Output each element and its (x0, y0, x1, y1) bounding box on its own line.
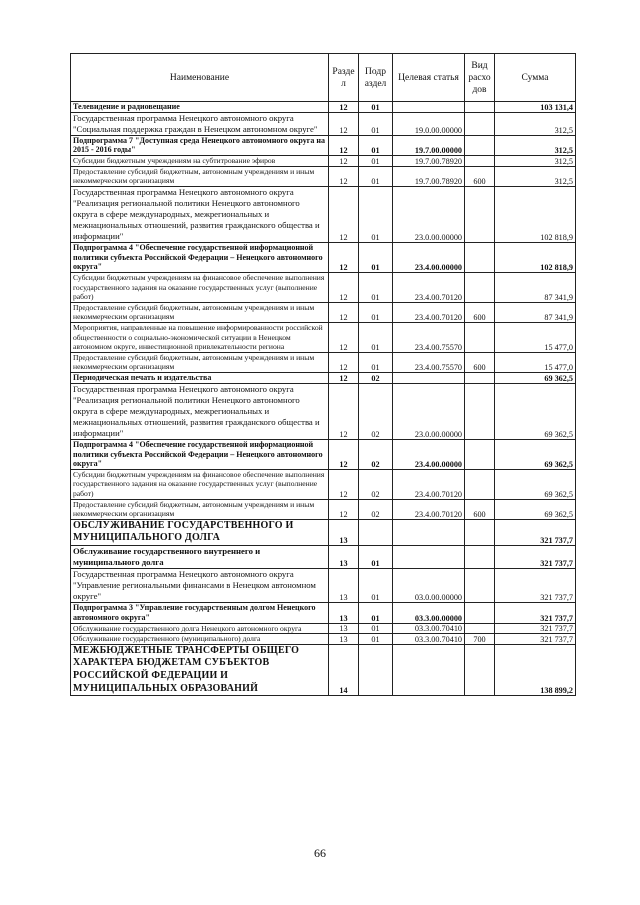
row-target (393, 519, 465, 545)
row-vid (465, 135, 495, 155)
row-razdel: 12 (329, 372, 359, 383)
row-sum: 312,5 (495, 166, 576, 186)
row-vid (465, 186, 495, 242)
row-sum: 103 131,4 (495, 102, 576, 113)
row-target: 19.7.00.78920 (393, 155, 465, 166)
row-name: Субсидии бюджетным учреждениям на финансовое обеспечение выполнения государственного задания на оказание государственных услуг (выполнение работ) (71, 469, 329, 499)
table-row (71, 499, 576, 519)
row-sum: 138 899,2 (495, 644, 576, 695)
row-vid (465, 440, 495, 470)
page-number: 66 (314, 846, 326, 860)
row-razdel: 12 (329, 102, 359, 113)
row-target: 23.0.00.00000 (393, 383, 465, 439)
row-vid (465, 112, 495, 135)
row-target: 23.4.00.75570 (393, 352, 465, 372)
row-podrazdel: 01 (359, 322, 393, 352)
row-name: Подпрограмма 7 "Доступная среда Ненецкого автономного округа на 2015 - 2016 годы" (71, 135, 329, 155)
row-target: 03.3.00.70410 (393, 623, 465, 634)
row-sum: 87 341,9 (495, 273, 576, 303)
header-vid: Вид расхо дов (465, 54, 495, 102)
row-podrazdel: 02 (359, 469, 393, 499)
row-target: 23.4.00.70120 (393, 469, 465, 499)
row-razdel: 12 (329, 469, 359, 499)
row-razdel: 13 (329, 569, 359, 603)
row-razdel: 12 (329, 322, 359, 352)
row-target: 23.4.00.00000 (393, 440, 465, 470)
row-name: Обслуживание государственного долга Ненецкого автономного округа (71, 623, 329, 634)
row-vid (465, 155, 495, 166)
table-row (71, 440, 576, 470)
table-row (71, 519, 576, 545)
row-name: Мероприятия, направленные на повышение информированности российской общественности о социально-экономической ситуации в Ненецком автономном округе, инвестиционной привлекательности региона (71, 322, 329, 352)
row-podrazdel: 02 (359, 440, 393, 470)
row-sum: 321 737,7 (495, 569, 576, 603)
row-sum: 321 737,7 (495, 603, 576, 623)
row-sum: 321 737,7 (495, 545, 576, 568)
row-target: 23.0.00.00000 (393, 186, 465, 242)
row-sum: 312,5 (495, 112, 576, 135)
row-name: Субсидии бюджетным учреждениям на субтитрование эфиров (71, 155, 329, 166)
row-name: Предоставление субсидий бюджетным, автономным учреждениям и иным некоммерческим организациям (71, 166, 329, 186)
table-row (71, 623, 576, 634)
row-vid (465, 603, 495, 623)
table-row (71, 545, 576, 568)
row-podrazdel: 01 (359, 634, 393, 645)
table-row (71, 383, 576, 439)
row-razdel: 12 (329, 273, 359, 303)
row-razdel: 13 (329, 634, 359, 645)
row-sum: 321 737,7 (495, 519, 576, 545)
row-vid: 600 (465, 352, 495, 372)
row-podrazdel: 01 (359, 155, 393, 166)
row-target: 03.3.00.70410 (393, 634, 465, 645)
row-vid: 600 (465, 166, 495, 186)
row-name: Подпрограмма 4 "Обеспечение государственной информационной политики субъекта Российской Федерации – Ненецкого автономного округа" (71, 243, 329, 273)
row-sum: 87 341,9 (495, 302, 576, 322)
row-sum: 15 477,0 (495, 352, 576, 372)
table-row (71, 469, 576, 499)
row-sum: 69 362,5 (495, 469, 576, 499)
row-razdel: 13 (329, 545, 359, 568)
row-name: Государственная программа Ненецкого автономного округа "Социальная поддержка граждан в Ненецком автономном округе" (71, 112, 329, 135)
row-vid (465, 273, 495, 303)
row-sum: 69 362,5 (495, 440, 576, 470)
row-vid (465, 623, 495, 634)
row-name: Подпрограмма 4 "Обеспечение государственной информационной политики субъекта Российской Федерации – Ненецкого автономного округа" (71, 440, 329, 470)
table-row (71, 273, 576, 303)
table-row (71, 135, 576, 155)
row-podrazdel: 01 (359, 545, 393, 568)
row-razdel: 12 (329, 186, 359, 242)
table-row (71, 243, 576, 273)
row-vid (465, 469, 495, 499)
row-razdel: 13 (329, 519, 359, 545)
table-row (71, 186, 576, 242)
row-podrazdel: 01 (359, 186, 393, 242)
row-podrazdel: 01 (359, 112, 393, 135)
row-vid (465, 243, 495, 273)
row-vid (465, 569, 495, 603)
row-razdel: 13 (329, 603, 359, 623)
row-podrazdel: 01 (359, 273, 393, 303)
row-target (393, 545, 465, 568)
row-sum: 69 362,5 (495, 372, 576, 383)
row-razdel: 14 (329, 644, 359, 695)
row-target: 23.4.00.70120 (393, 273, 465, 303)
row-vid (465, 519, 495, 545)
table-row (71, 372, 576, 383)
budget-table (70, 53, 576, 696)
row-target: 23.4.00.75570 (393, 322, 465, 352)
row-name: Подпрограмма 3 "Управление государственным долгом Ненецкого автономного округа" (71, 603, 329, 623)
table-row (71, 102, 576, 113)
row-podrazdel: 02 (359, 499, 393, 519)
row-podrazdel: 01 (359, 166, 393, 186)
header-name: Наименование (71, 54, 329, 102)
row-target (393, 644, 465, 695)
table-header-row (71, 54, 576, 102)
header-podrazdel: Подр аздел (359, 54, 393, 102)
row-target: 19.0.00.00000 (393, 112, 465, 135)
row-sum: 15 477,0 (495, 322, 576, 352)
row-name: Предоставление субсидий бюджетным, автономным учреждениям и иным некоммерческим организациям (71, 302, 329, 322)
row-vid (465, 102, 495, 113)
row-name: Предоставление субсидий бюджетным, автономным учреждениям и иным некоммерческим организациям (71, 352, 329, 372)
row-podrazdel (359, 644, 393, 695)
table-body (71, 102, 576, 696)
row-razdel: 12 (329, 135, 359, 155)
table-row (71, 644, 576, 695)
row-vid: 700 (465, 634, 495, 645)
table-row (71, 352, 576, 372)
row-name: Государственная программа Ненецкого автономного округа "Реализация региональной политики Ненецкого автономного округа в сфере международных, межрегиональных и межнациональных отношений, развития гражданского общества и информации" (71, 383, 329, 439)
row-target: 19.7.00.00000 (393, 135, 465, 155)
row-name: Телевидение и радиовещание (71, 102, 329, 113)
row-vid: 600 (465, 499, 495, 519)
row-sum: 312,5 (495, 155, 576, 166)
row-podrazdel (359, 519, 393, 545)
row-sum: 321 737,7 (495, 634, 576, 645)
row-sum: 102 818,9 (495, 186, 576, 242)
table-row (71, 322, 576, 352)
row-target: 23.4.00.00000 (393, 243, 465, 273)
row-target: 03.3.00.00000 (393, 603, 465, 623)
row-sum: 69 362,5 (495, 499, 576, 519)
table-row (71, 569, 576, 603)
row-name: Обслуживание государственного внутреннего и муниципального долга (71, 545, 329, 568)
row-vid (465, 322, 495, 352)
row-sum: 102 818,9 (495, 243, 576, 273)
row-name: Государственная программа Ненецкого автономного округа "Управление региональными финансами в Ненецком автономном округе" (71, 569, 329, 603)
row-podrazdel: 02 (359, 383, 393, 439)
row-razdel: 12 (329, 383, 359, 439)
row-podrazdel: 01 (359, 243, 393, 273)
row-vid (465, 372, 495, 383)
row-vid (465, 644, 495, 695)
table-row (71, 112, 576, 135)
row-name: Обслуживание государственного (муниципального) долга (71, 634, 329, 645)
row-sum: 321 737,7 (495, 623, 576, 634)
row-podrazdel: 01 (359, 569, 393, 603)
table-row (71, 155, 576, 166)
row-name: Субсидии бюджетным учреждениям на финансовое обеспечение выполнения государственного задания на оказание государственных услуг (выполнение работ) (71, 273, 329, 303)
row-target: 23.4.00.70120 (393, 499, 465, 519)
header-sum: Сумма (495, 54, 576, 102)
row-razdel: 12 (329, 112, 359, 135)
row-podrazdel: 02 (359, 372, 393, 383)
row-sum: 312,5 (495, 135, 576, 155)
row-razdel: 12 (329, 155, 359, 166)
row-razdel: 12 (329, 499, 359, 519)
row-name: МЕЖБЮДЖЕТНЫЕ ТРАНСФЕРТЫ ОБЩЕГО ХАРАКТЕРА БЮДЖЕТАМ СУБЪЕКТОВ РОССИЙСКОЙ ФЕДЕРАЦИИ И МУНИЦИПАЛЬНЫХ ОБРАЗОВАНИЙ (71, 644, 329, 695)
row-name: Государственная программа Ненецкого автономного округа "Реализация региональной политики Ненецкого автономного округа в сфере международных, межрегиональных и межнациональных отношений, развития гражданского общества и информации" (71, 186, 329, 242)
row-target (393, 102, 465, 113)
row-razdel: 12 (329, 302, 359, 322)
row-target: 03.0.00.00000 (393, 569, 465, 603)
row-target (393, 372, 465, 383)
table-row (71, 302, 576, 322)
row-target: 19.7.00.78920 (393, 166, 465, 186)
table-row (71, 166, 576, 186)
row-razdel: 12 (329, 440, 359, 470)
row-vid: 600 (465, 302, 495, 322)
row-razdel: 13 (329, 623, 359, 634)
row-vid (465, 545, 495, 568)
table-row (71, 603, 576, 623)
row-podrazdel: 01 (359, 352, 393, 372)
row-podrazdel: 01 (359, 623, 393, 634)
row-podrazdel: 01 (359, 102, 393, 113)
row-target: 23.4.00.70120 (393, 302, 465, 322)
row-podrazdel: 01 (359, 603, 393, 623)
row-name: Периодическая печать и издательства (71, 372, 329, 383)
row-razdel: 12 (329, 243, 359, 273)
table-row (71, 634, 576, 645)
row-name: Предоставление субсидий бюджетным, автономным учреждениям и иным некоммерческим организациям (71, 499, 329, 519)
header-razdel: Разде л (329, 54, 359, 102)
row-razdel: 12 (329, 352, 359, 372)
row-razdel: 12 (329, 166, 359, 186)
row-podrazdel: 01 (359, 135, 393, 155)
row-vid (465, 383, 495, 439)
row-podrazdel: 01 (359, 302, 393, 322)
row-name: ОБСЛУЖИВАНИЕ ГОСУДАРСТВЕННОГО И МУНИЦИПАЛЬНОГО ДОЛГА (71, 519, 329, 545)
row-sum: 69 362,5 (495, 383, 576, 439)
header-target: Целевая статья (393, 54, 465, 102)
